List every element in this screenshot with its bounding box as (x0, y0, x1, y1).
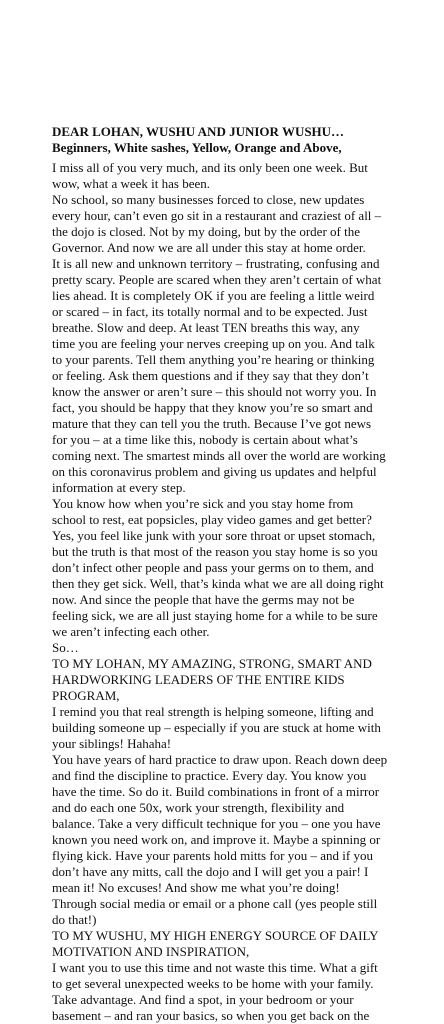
body-line: time you are feeling your nerves creeping up on you. And talk (52, 336, 375, 351)
body-line: school to rest, eat popsicles, play video games and get better? (52, 512, 372, 527)
body-line: to get several unexpected weeks to be home with your family. (52, 976, 374, 991)
body-line: now. And since the people that have the germs may not be (52, 592, 355, 607)
body-line: or scared – in fact, its totally normal and to be expected. Just (52, 304, 368, 319)
body-line: breathe. Slow and deep. At least TEN breaths this way, any (52, 320, 360, 335)
body-line: mature that they can tell you the truth. Because I’ve got news (52, 416, 372, 431)
body-line: but the truth is that most of the reason you stay home is so you (52, 544, 378, 559)
body-line: Yes, you feel like junk with your sore throat or upset stomach, (52, 528, 376, 543)
body-line: basement – and ran your basics, so when you get back on the (52, 1008, 370, 1023)
body-line: for you – at a time like this, nobody is certain about what’s (52, 432, 358, 447)
body-line: PROGRAM, (52, 688, 120, 703)
body-line: So… (52, 640, 79, 655)
body-line: I miss all of you very much, and its only been one week. But (52, 160, 368, 175)
body-line: to your parents. Tell them anything you’re hearing or thinking (52, 352, 375, 367)
body-line: do that!) (52, 912, 97, 927)
body-line: I remind you that real strength is helping someone, lifting and (52, 704, 374, 719)
body-line: You know how when you’re sick and you stay home from (52, 496, 354, 511)
body-line: your siblings! Hahaha! (52, 736, 172, 751)
body-line: then they get sick. Well, that’s kinda what we are all doing right (52, 576, 384, 591)
body-line: feeling sick, we are all just staying home for a while to be sure (52, 608, 378, 623)
body-line: and find the discipline to practice. Every day. You know you (52, 768, 367, 783)
body-line: You have years of hard practice to draw upon. Reach down deep (52, 752, 388, 767)
body-line: I want you to use this time and not waste this time. What a gift (52, 960, 378, 975)
body-line: Through social media or email or a phone call (yes people still (52, 896, 378, 911)
body-line: HARDWORKING LEADERS OF THE ENTIRE KIDS (52, 672, 345, 687)
body-line: on this coronavirus problem and giving us updates and helpful (52, 464, 377, 479)
body-line: fact, you should be happy that they know you’re so smart and (52, 400, 373, 415)
body-line: coming next. The smartest minds all over the world are working (52, 448, 386, 463)
heading-line: Beginners, White sashes, Yellow, Orange and Above, (52, 140, 342, 155)
body-line: wow, what a week it has been. (52, 176, 210, 191)
body-line: we aren’t infecting each other. (52, 624, 210, 639)
body-line: TO MY LOHAN, MY AMAZING, STRONG, SMART AND (52, 656, 372, 671)
body-line: flying kick. Have your parents hold mitts for you – and if you (52, 848, 373, 863)
body-line: Take advantage. And find a spot, in your bedroom or your (52, 992, 354, 1007)
body-line: lies ahead. It is completely OK if you are feeling a little weird (52, 288, 375, 303)
body-line: have the time. So do it. Build combinations in front of a mirror (52, 784, 380, 799)
body-line: MOTIVATION AND INSPIRATION, (52, 944, 250, 959)
body-line: balance. Take a very difficult technique for you – one you have (52, 816, 381, 831)
body-line: Governor. And now we are all under this stay at home order. (52, 240, 366, 255)
body-line: the dojo is closed. Not by my doing, but by the order of the (52, 224, 360, 239)
body-line: mean it! No excuses! And show me what you’re doing! (52, 880, 340, 895)
body-line: every hour, can’t even go sit in a restaurant and craziest of all – (52, 208, 382, 223)
body-line: building someone up – especially if you are stuck at home with (52, 720, 381, 735)
body-line: information at every step. (52, 480, 186, 495)
letter-body (52, 147, 432, 1024)
body-line: No school, so many businesses forced to close, new updates (52, 192, 365, 207)
body-line: known you need work on, and improve it. Maybe a spinning or (52, 832, 381, 847)
body-line: and do each one 50x, work your strength, flexibility and (52, 800, 345, 815)
body-line: don’t have any mitts, call the dojo and I will get you a pair! I (52, 864, 369, 879)
body-line: or feeling. Ask them questions and if they say that they don’t (52, 368, 369, 383)
body-line: don’t infect other people and pass your germs on to them, and (52, 560, 374, 575)
body-line: TO MY WUSHU, MY HIGH ENERGY SOURCE OF DAILY (52, 928, 379, 943)
heading-line: DEAR LOHAN, WUSHU AND JUNIOR WUSHU… (52, 124, 345, 139)
body-line: know the answer or aren’t sure – this should not worry you. In (52, 384, 377, 399)
body-line: It is all new and unknown territory – frustrating, confusing and (52, 256, 380, 271)
body-line: pretty scary. People are scared when they aren’t certain of what (52, 272, 382, 287)
paragraph-gap (52, 147, 432, 160)
